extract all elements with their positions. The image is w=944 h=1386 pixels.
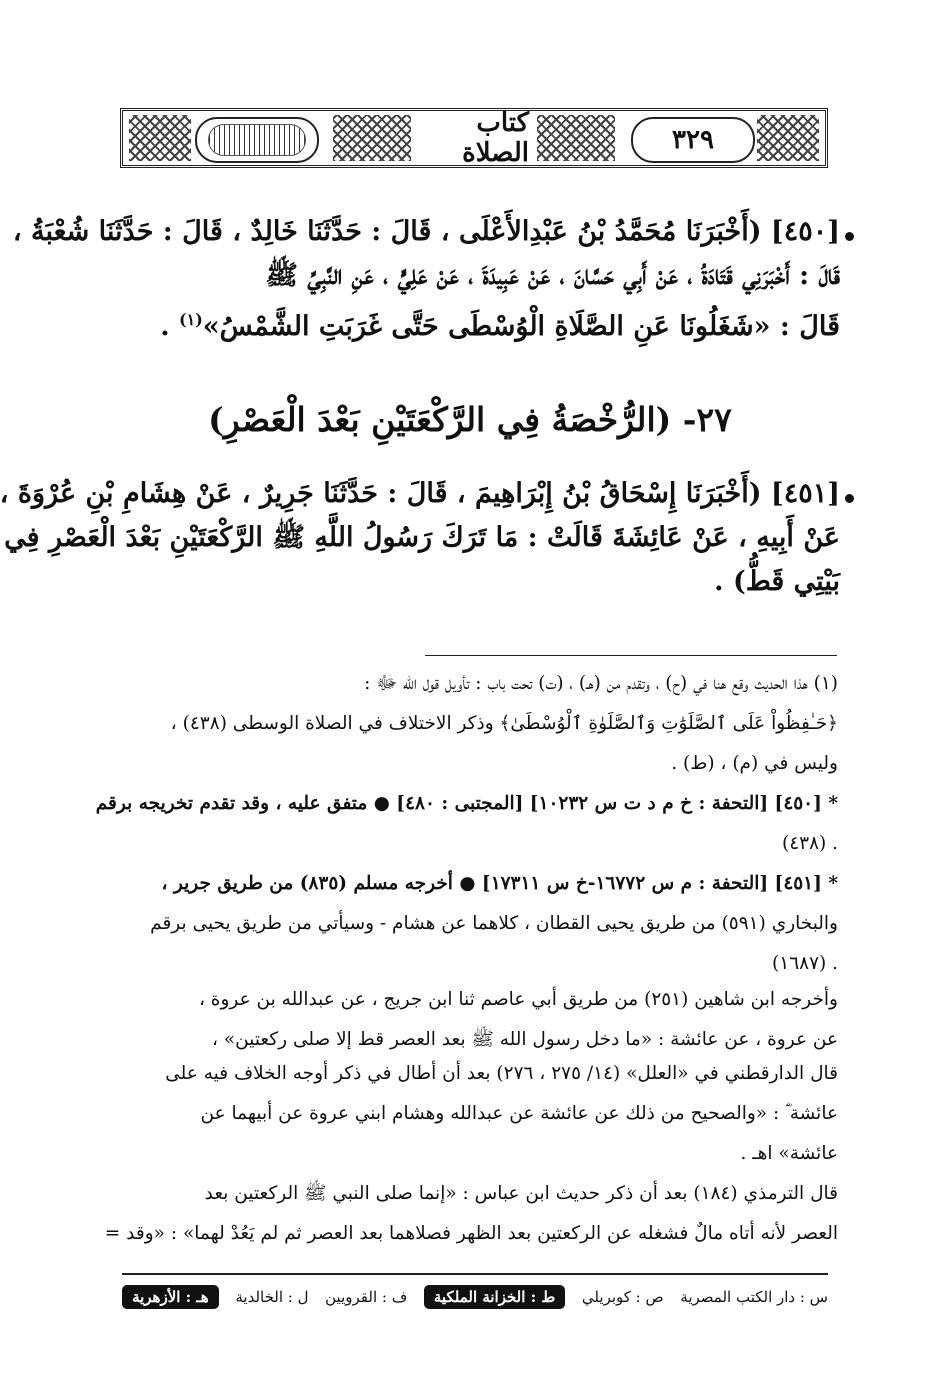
footnote-para-1-line-1: وأخرجه ابن شاهين (٢٥١) من طريق أبي عاصم ثنا ابن جريج ، عن عبدالله بن عروة ، <box>198 989 838 1010</box>
hadith-451 <box>0 472 840 604</box>
footnote-para-3 <box>96 1174 838 1254</box>
footnote-divider <box>425 655 837 656</box>
footnote-ref: (١) <box>179 310 203 329</box>
footnote-para-2-line-2: عائشة ؓ : «والصحيح من ذلك عن عائشة عن عبدالله وهشام ابني عروة عن أبيهما عن <box>200 1103 838 1124</box>
ornament-center-left <box>333 115 411 161</box>
hadith-450-line-1: [٤٥٠] (أَخْبَرَنَا مُحَمَّدُ بْنُ عَبْدِالأَعْلَى ، قَالَ : حَدَّثَنَا خَالِدٌ ، قَالَ : حَدَّثَنَا شُعْبَةُ ، <box>12 216 840 247</box>
legend-item: ص : كوبريلي <box>581 1288 664 1306</box>
brand-emblem <box>195 117 319 163</box>
footnote-1 <box>96 664 838 784</box>
book-title: كتاب الصلاة <box>462 108 529 168</box>
legend-item-highlight: هـ : الأزهرية <box>122 1285 219 1309</box>
footnote-para-3-line-1: قال الترمذي (١٨٤) بعد أن ذكر حديث ابن عباس : «إنما صلى النبي ﷺ الركعتين بعد <box>204 1183 838 1204</box>
footnote-para-3-line-2: العصر لأنه أتاه مالٌ فشغله عن الركعتين بعد الظهر فصلاهما بعد العصر ثم لم يَعُدْ لهما» : «وقد = <box>104 1223 838 1244</box>
hadith-451-line-1: [٤٥١] (أَخْبَرَنَا إِسْحَاقُ بْنُ إِبْرَاهِيمَ ، قَالَ : حَدَّثَنَا جَرِيرٌ ، عَنْ هِشَامِ بْنِ عُرْوَةَ ، <box>0 478 840 509</box>
legend-item: ل : الخالدية <box>235 1288 309 1306</box>
footnote-451-line-1: * [٤٥١] [التحفة : م س ١٦٧٧٢-خ س ١٧٣١١] ● أخرجه مسلم (٨٣٥) من طريق جرير ، <box>161 873 838 894</box>
footnote-1-line-1: (١) هذا الحديث وقع هنا في (ح) ، وتقدم من (هـ) ، (ت) تحت باب : تأويل قول الله ﷻ : <box>364 673 838 694</box>
legend-item: ف : القرويين <box>325 1288 408 1306</box>
manuscript-legend <box>122 1280 828 1314</box>
footnote-para-2 <box>96 1054 838 1174</box>
hadith-450 <box>12 210 840 349</box>
hadith-451-line-3: بَيْتِي قَطُّ) . <box>714 566 840 597</box>
footnote-451-line-3: . (١٦٨٧) <box>772 953 838 974</box>
chapter-title: ٢٧- (الرُّخْصَةُ فِي الرَّكْعَتَيْنِ بَعْدَ الْعَصْرِ) <box>208 400 732 439</box>
footnote-para-1-line-2: عن عروة ، عن عائشة : «ما دخل رسول الله ﷺ بعد العصر قط إلا صلى ركعتين» ، <box>212 1029 838 1050</box>
page-number: ٣٢٩ <box>631 117 755 163</box>
footnote-450-line-1: * [٤٥٠] [التحفة : خ م د ت س ١٠٢٣٢] [المجتبى : ٤٨٠] ● متفق عليه ، وقد تقدم تخريجه برقم <box>95 793 838 814</box>
legend-item: س : دار الكتب المصرية <box>680 1288 828 1306</box>
footer-divider <box>122 1273 828 1275</box>
footnote-450 <box>96 784 838 864</box>
footnote-1-line-3: وليس في (م) ، (ط) . <box>671 753 838 774</box>
footnote-451-line-2: والبخاري (٥٩١) من طريق يحيى القطان ، كلاهما عن هشام - وسيأتي من طريق يحيى برقم <box>150 913 838 934</box>
legend-item-highlight: ط : الخزانة الملكية <box>424 1285 565 1309</box>
footnote-para-2-line-3: عائشة» اهـ . <box>740 1143 838 1164</box>
hadith-450-line-2: قَالَ : أَخْبَرَنِي قَتَادَةُ ، عَنْ أَبِي حَسَّانَ ، عَنْ عَبِيدَةَ ، عَنْ عَلِيٍّ ، عَنِ النَّبِيِّ ﷺ <box>265 260 840 291</box>
footnote-para-1 <box>96 980 838 1060</box>
page-header <box>120 108 828 168</box>
end-mark: . <box>160 311 170 342</box>
brand-seal-icon <box>208 124 306 156</box>
hadith-450-line-3 <box>100 298 840 349</box>
footnote-450-line-2: . (٤٣٨) <box>781 833 838 854</box>
footnote-1-line-2: ﴿حَـٰفِظُواْ عَلَى ٱلصَّلَوَٰتِ وَٱلصَّلَوٰةِ ٱلْوُسْطَىٰ﴾ وذكر الاختلاف في الصلاة الوسطى (٤٣٨) ، <box>170 713 838 734</box>
hadith-450-line-3-text: قَالَ : «شَغَلُونَا عَنِ الصَّلَاةِ الْوُسْطَى حَتَّى غَرَبَتِ الشَّمْسُ» <box>202 311 840 342</box>
bullet-icon <box>845 494 854 503</box>
footnote-451 <box>96 864 838 984</box>
ornament-left <box>129 115 191 161</box>
ornament-right <box>757 115 819 161</box>
hadith-451-line-2: عَنْ أَبِيهِ ، عَنْ عَائِشَةَ قَالَتْ : مَا تَرَكَ رَسُولُ اللَّهِ ﷺ الرَّكْعَتَيْنِ بَعْدَ الْعَصْرِ فِي <box>4 522 840 553</box>
ornament-center-right <box>537 115 615 161</box>
footnote-para-2-line-1: قال الدارقطني في «العلل» (١٤/ ٢٧٥ ، ٢٧٦) بعد أن أطال في ذكر أوجه الخلاف فيه على <box>165 1063 838 1084</box>
bullet-icon <box>845 232 854 241</box>
